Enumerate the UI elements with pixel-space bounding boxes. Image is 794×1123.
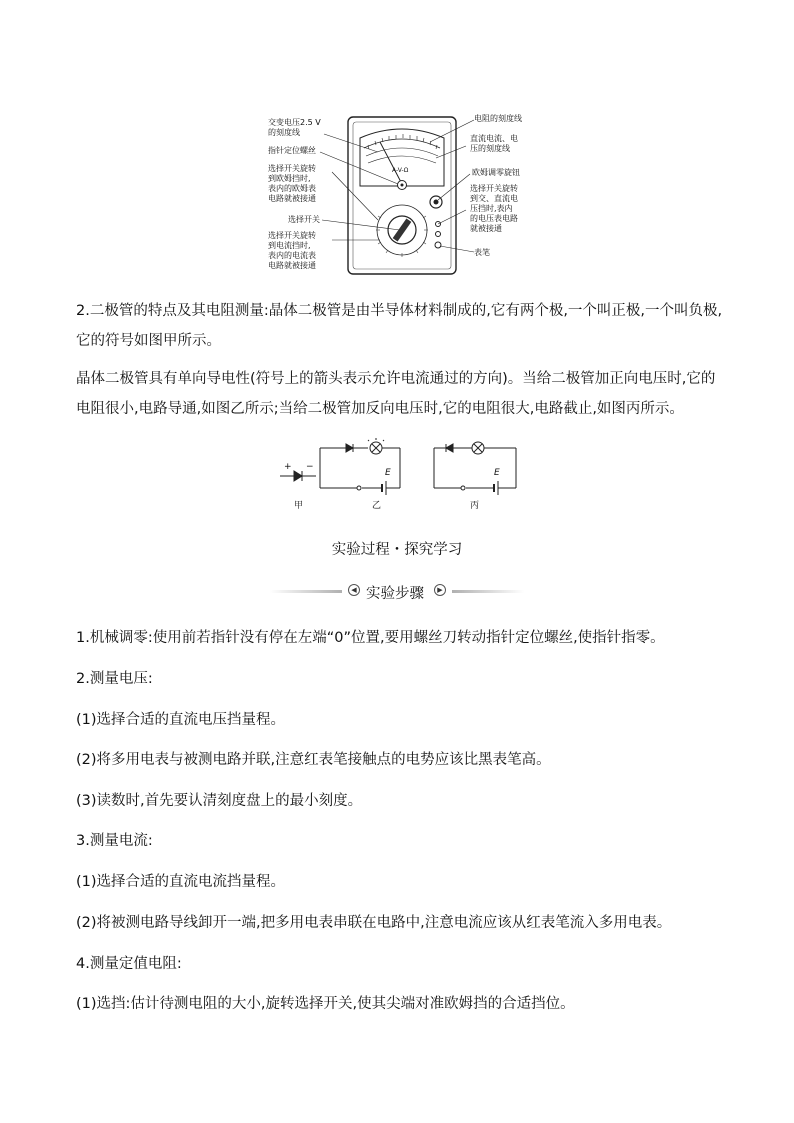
- label-zero-screw: 指针定位螺丝: [268, 146, 316, 155]
- step-line-4: (2)将多用电表与被测电路并联,注意红表笔接触点的电势应该比黑表笔高。: [76, 752, 551, 768]
- label-current-2: 到电流挡时,: [268, 241, 311, 250]
- label-dc-scale-1: 直流电流、电: [470, 134, 518, 143]
- caption-yi: 乙: [372, 501, 382, 511]
- label-voltage-4: 的电压表电路: [470, 214, 518, 223]
- circuit-drawing: [276, 436, 522, 512]
- label-current-1: 选择开关旋转: [268, 231, 316, 240]
- banner-right-line: [452, 590, 524, 593]
- label-selector: 选择开关: [288, 215, 320, 224]
- label-ohm-adjust: 欧姆调零旋钮: [472, 168, 520, 177]
- circuit-figure: [276, 436, 522, 512]
- label-current-3: 表内的电流表: [268, 251, 316, 260]
- step-line-1: 1.机械调零:使用前若指针没有停在左端“0”位置,要用螺丝刀转动指针定位螺丝,使指针指零。: [76, 630, 665, 646]
- caption-bing: 丙: [470, 501, 480, 511]
- caption-jia: 甲: [294, 501, 304, 511]
- step-line-8: (2)将被测电路导线卸开一端,把多用电表串联在电路中,注意电流应该从红表笔流入多用电表。: [76, 915, 672, 931]
- diode-paragraph-1: 2.二极管的特点及其电阻测量:晶体二极管是由半导体材料制成的,它有两个极,一个叫正极,一个叫负极,它的符号如图甲所示。: [76, 303, 723, 349]
- emf-label-yi: E: [385, 468, 391, 478]
- banner-title: 实验步骤: [366, 586, 424, 602]
- step-line-7: (1)选择合适的直流电流挡量程。: [76, 874, 286, 890]
- emf-label-bing: E: [494, 468, 500, 478]
- step-line-2: 2.测量电压:: [76, 671, 153, 687]
- multimeter-figure: [260, 112, 540, 280]
- banner-right-icon: ▶: [434, 584, 446, 596]
- banner-left-icon: ◀: [348, 584, 360, 596]
- step-line-3: (1)选择合适的直流电压挡量程。: [76, 712, 286, 728]
- banner-left-line: [270, 590, 342, 593]
- label-voltage-3: 压挡时,表内: [470, 204, 513, 213]
- label-ac-voltage-line: 的刻度线: [268, 128, 300, 137]
- label-ohm-2: 到欧姆挡时,: [268, 174, 311, 183]
- step-line-9: 4.测量定值电阻:: [76, 956, 182, 972]
- label-voltage-5: 就被接通: [470, 224, 502, 233]
- label-voltage-2: 到交、直流电: [470, 194, 518, 203]
- step-line-6: 3.测量电流:: [76, 833, 153, 849]
- label-ohm-3: 表内的欧姆表: [268, 184, 316, 193]
- diode-minus-sign: −: [306, 462, 314, 472]
- label-voltage-1: 选择开关旋转: [470, 184, 518, 193]
- diode-paragraph-2: 晶体二极管具有单向导电性(符号上的箭头表示允许电流通过的方向)。当给二极管加正向电压时,它的电阻很小,电路导通,如图乙所示;当给二极管加反向电压时,它的电阻很大,电路截止,如图丙所示。: [76, 371, 716, 417]
- label-resistance-scale: 电阻的刻度线: [474, 114, 522, 123]
- label-ohm-4: 电路就被接通: [268, 194, 316, 203]
- label-dc-scale-2: 压的刻度线: [470, 144, 510, 153]
- diode-plus-sign: +: [284, 462, 292, 472]
- step-line-10: (1)选挡:估计待测电阻的大小,旋转选择开关,使其尖端对准欧姆挡的合适挡位。: [76, 996, 575, 1012]
- label-current-4: 电路就被接通: [268, 261, 316, 270]
- label-ac-voltage: 交变电压2.5 V: [268, 118, 321, 127]
- label-ohm-1: 选择开关旋转: [268, 164, 316, 173]
- step-line-5: (3)读数时,首先要认清刻度盘上的最小刻度。: [76, 793, 363, 809]
- label-probe: 表笔: [474, 248, 490, 257]
- dial-text: A-V-Ω: [392, 167, 409, 174]
- section-title: 实验过程・探究学习: [331, 542, 463, 558]
